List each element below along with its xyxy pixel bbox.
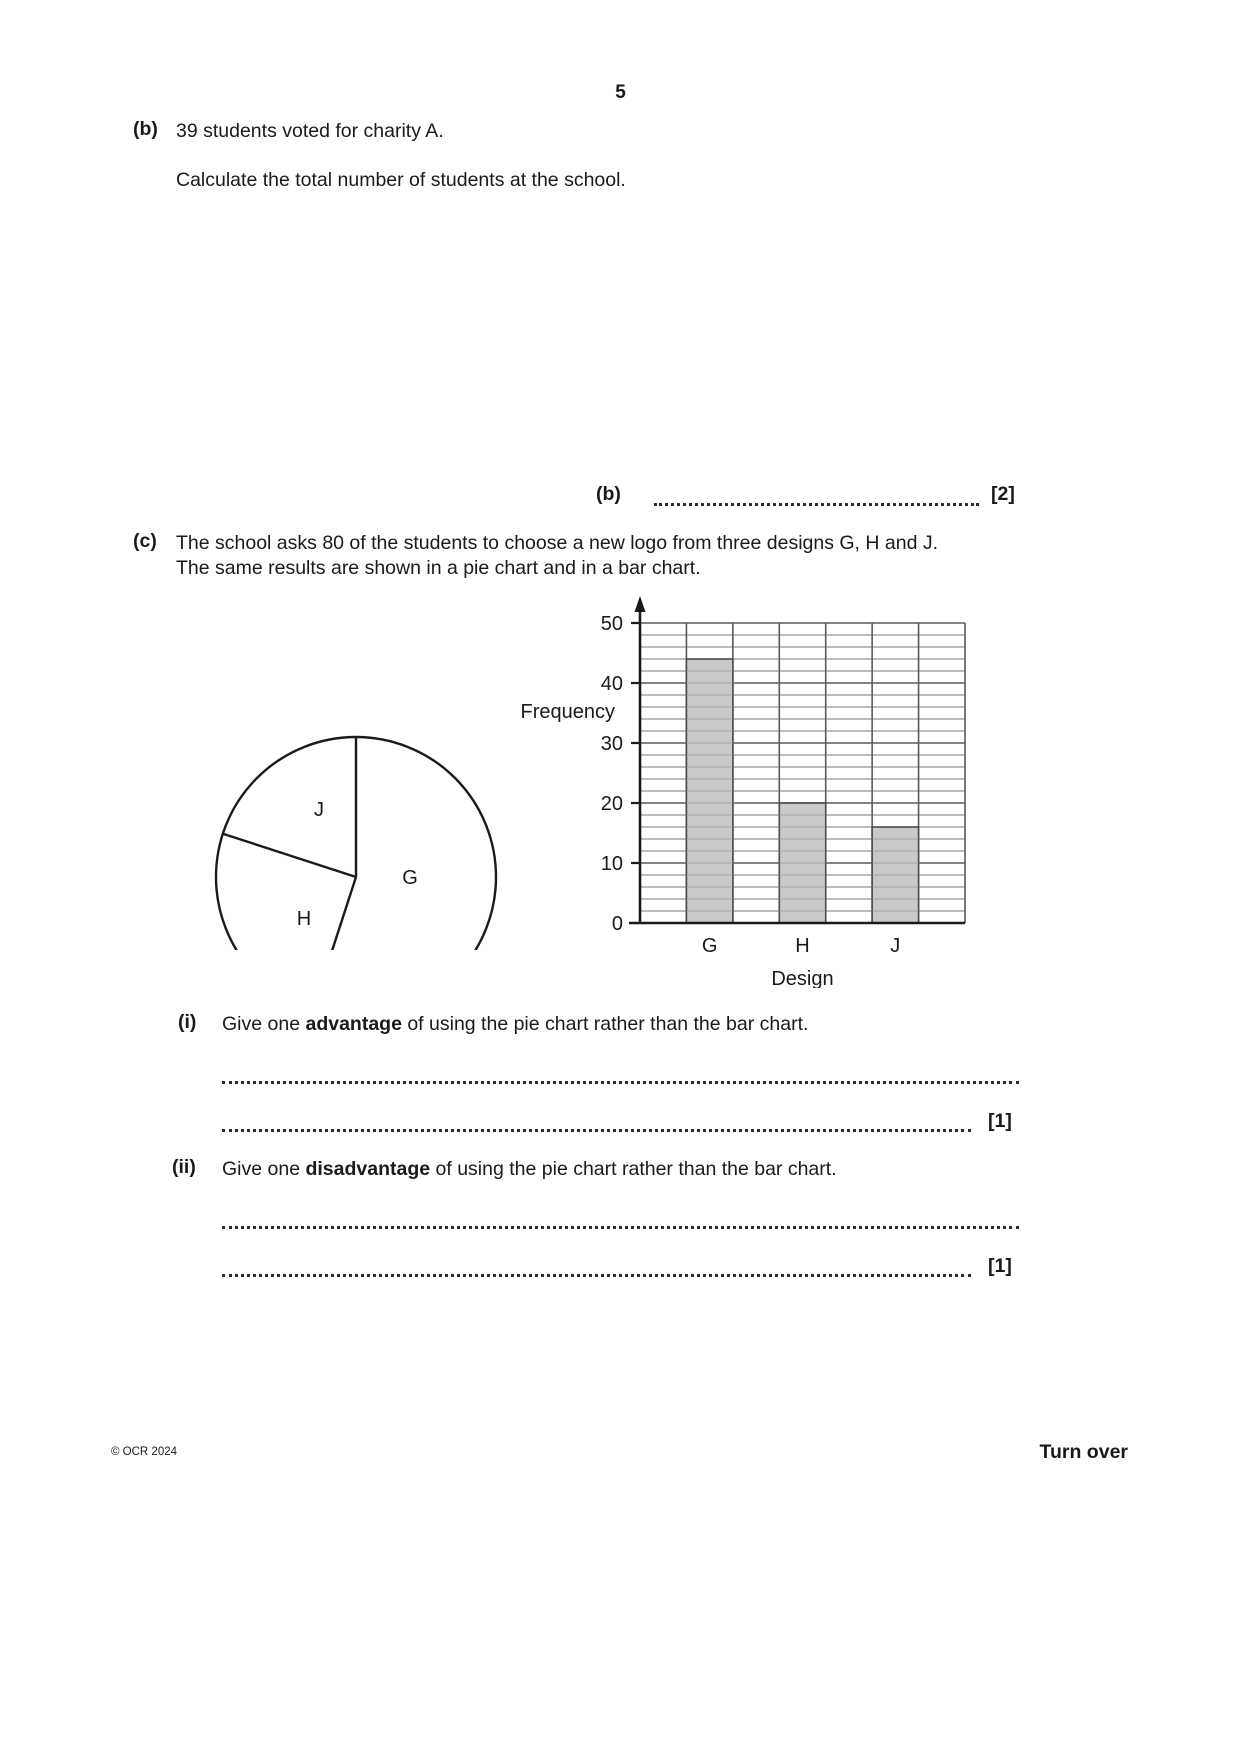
marks-c-i: [1] xyxy=(988,1110,1012,1132)
question-b-label: (b) xyxy=(133,118,158,140)
y-tick-label-30: 30 xyxy=(600,733,623,755)
pie-label-j: J xyxy=(314,799,324,821)
bar-chart xyxy=(495,588,1055,988)
question-c-ii-bold: disadvantage xyxy=(305,1158,431,1180)
question-c-i-label: (i) xyxy=(178,1011,197,1033)
marks-c-ii: [1] xyxy=(988,1255,1012,1277)
question-c-ii-text xyxy=(222,1156,1062,1182)
turn-over-label: Turn over xyxy=(1039,1441,1128,1463)
y-tick-label-0: 0 xyxy=(611,913,623,935)
answer-line-c-ii-1[interactable] xyxy=(222,1223,1019,1229)
y-tick-label-40: 40 xyxy=(600,673,623,695)
pie-label-h: H xyxy=(296,908,312,930)
question-c-i-bold: advantage xyxy=(305,1013,402,1035)
question-c-i-text-before: Give one xyxy=(222,1013,306,1035)
pie-chart xyxy=(176,630,506,950)
x-axis-title: Design xyxy=(771,968,834,988)
question-c-line1: The school asks 80 of the students to choose a new logo from three designs G, H and J. xyxy=(176,532,939,554)
question-c-i-text-after: of using the pie chart rather than the bar chart. xyxy=(401,1013,809,1035)
y-axis-title: Frequency xyxy=(520,701,615,723)
page-number: 5 xyxy=(615,82,626,103)
marks-b: [2] xyxy=(991,483,1015,505)
question-b-line1: 39 students voted for charity A. xyxy=(176,120,444,142)
y-axis-arrow-icon xyxy=(635,596,646,612)
y-axis-ticks xyxy=(631,623,640,863)
x-tick-label-h: H xyxy=(795,935,810,957)
answer-b-label: (b) xyxy=(596,483,621,505)
x-tick-label-g: G xyxy=(701,935,718,957)
y-tick-label-50: 50 xyxy=(600,613,623,635)
question-c-ii-text-before: Give one xyxy=(222,1158,306,1180)
pie-chart-svg xyxy=(176,630,506,950)
question-c-label: (c) xyxy=(133,530,157,552)
copyright-notice: © OCR 2024 xyxy=(111,1446,178,1458)
question-c-i-text xyxy=(222,1011,1062,1037)
bar-chart-svg xyxy=(495,588,1055,988)
answer-line-c-i-2[interactable] xyxy=(222,1126,971,1132)
question-b-line2: Calculate the total number of students at the school. xyxy=(176,169,626,191)
y-tick-label-10: 10 xyxy=(600,853,623,875)
x-tick-label-j: J xyxy=(890,935,901,957)
pie-label-g: G xyxy=(402,867,418,889)
question-c-line2: The same results are shown in a pie chart and in a bar chart. xyxy=(176,557,701,579)
answer-line-b[interactable] xyxy=(654,500,979,506)
question-c-ii-label: (ii) xyxy=(172,1156,196,1178)
answer-line-c-i-1[interactable] xyxy=(222,1078,1019,1084)
question-c-ii-text-after: of using the pie chart rather than the bar chart. xyxy=(430,1158,837,1180)
answer-line-c-ii-2[interactable] xyxy=(222,1271,971,1277)
y-tick-label-20: 20 xyxy=(600,793,623,815)
